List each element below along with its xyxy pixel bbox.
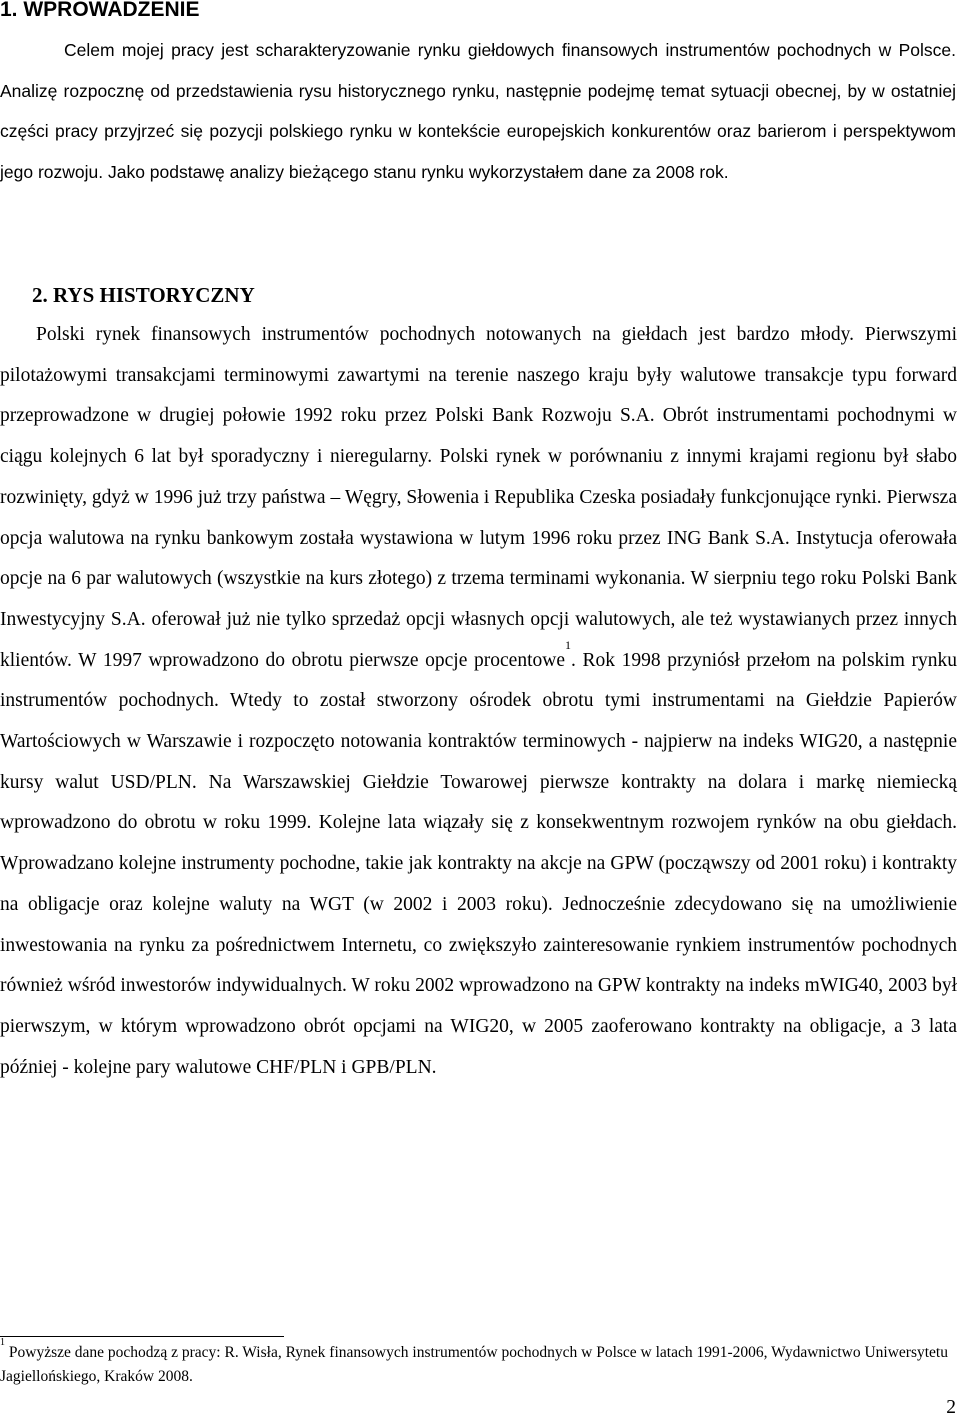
section-2-heading: 2. RYS HISTORYCZNY bbox=[32, 283, 255, 307]
section-2-text-part-2: . Rok 1998 przyniósł przełom na polskim rynku instrumentów pochodnych. Wtedy to został stworzony ośrodek obrotu tymi instrumentami na Giełdzie Papierów Wartościowych w Warszawie i rozpoczęto notowania kontraktów terminowych - najpierw na indeks WIG20, a następnie kursy walut USD/PLN. Na Warszawskiej Giełdzie Towarowej pierwsze kontrakty na dolara i markę niemiecką wprowadzono do obrotu w roku 1999. Kolejne lata wiązały się z konsekwentnym rozwojem rynków na obu giełdach. Wprowadzano kolejne instrumenty pochodne, takie jak kontrakty na akcje na GPW (począwszy od 2001 roku) i kontrakty na obligacje oraz kolejne waluty na WGT (w 2002 i 2003 roku). Jednocześnie zdecydowano się na umożliwienie inwestowania na rynku za pośrednictwem Internetu, co zwiększyło zainteresowanie rynkiem instrumentów pochodnych również wśród inwestorów indywidualnych. W roku 2002 wprowadzono na GPW kontrakty na indeks mWIG40, 2003 był pierwszym, w którym wprowadzono obrót opcjami na WIG20, w 2005 zaoferowano kontrakty na obligacje, a 3 lata później - kolejne pary walutowe CHF/PLN i GPB/PLN. bbox=[0, 649, 957, 1078]
section-2-paragraph bbox=[0, 315, 957, 1088]
page-number: 2 bbox=[946, 1397, 956, 1418]
footnote-marker: 1 bbox=[0, 1336, 5, 1348]
footnote-separator bbox=[0, 1336, 284, 1337]
footnote-text: Powyższe dane pochodzą z pracy: R. Wisła, Rynek finansowych instrumentów pochodnych w Polsce w latach 1991-2006, Wydawnictwo Uniwersytetu Jagiellońskiego, Kraków 2008. bbox=[0, 1344, 948, 1385]
section-1-paragraph: Celem mojej pracy jest scharakteryzowanie rynku giełdowych finansowych instrumentów pochodnych w Polsce. Analizę rozpocznę od przedstawienia rysu historycznego rynku, następnie podejmę temat sytuacji obecnej, by w ostatniej części pracy przyjrzeć się pozycji polskiego rynku w kontekście europejskich konkurentów oraz barierom i perspektywom jego rozwoju. Jako podstawę analizy bieżącego stanu rynku wykorzystałem dane za 2008 rok. bbox=[0, 40, 956, 182]
section-2-text-part-1: Polski rynek finansowych instrumentów pochodnych notowanych na giełdach jest bardzo młody. Pierwszymi pilotażowymi transakcjami terminowymi zawartymi na terenie naszego kraju były walutowe transakcje typu forward przeprowadzone w drugiej połowie 1992 roku przez Polski Bank Rozwoju S.A. Obrót instrumentami pochodnymi w ciągu kolejnych 6 lat był sporadyczny i nieregularny. Polski rynek w porównaniu z innymi krajami regionu był słabo rozwinięty, gdyż w 1996 już trzy państwa – Węgry, Słowenia i Republika Czeska posiadały funkcjonujące rynki. Pierwsza opcja walutowa na rynku bankowym została wystawiona w lutym 1996 roku przez ING Bank S.A. Instytucja oferowała opcje na 6 par walutowych (wszystkie na kurs złotego) z trzema terminami wykonania. W sierpniu tego roku Polski Bank Inwestycyjny S.A. oferował już nie tylko sprzedaż opcji własnych opcji walutowych, ale też wystawianych przez innych klientów. W 1997 wprowadzono do obrotu pierwsze opcje procentowe bbox=[0, 324, 957, 671]
section-1-heading: 1. WPROWADZENIE bbox=[0, 0, 200, 21]
footnote bbox=[0, 1336, 956, 1389]
footnote-reference[interactable]: 1 bbox=[564, 638, 571, 653]
